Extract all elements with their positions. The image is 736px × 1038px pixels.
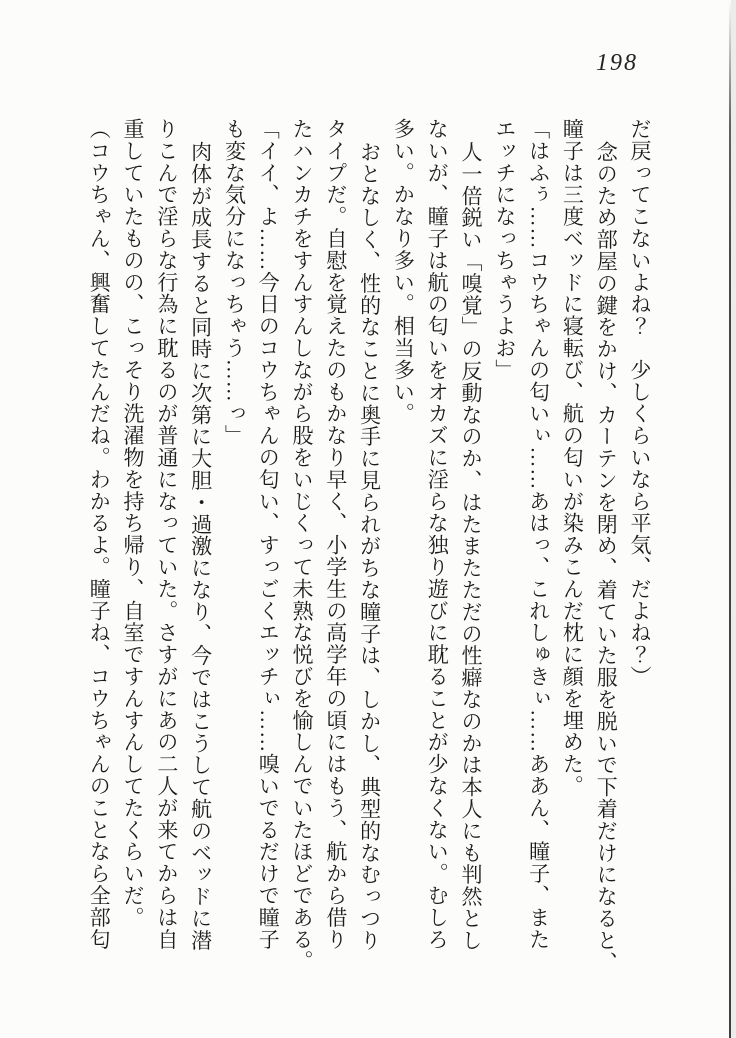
- text-column: 人一倍鋭い「嗅覚」の反動なのか、はたまたただの性癖なのかは本人にも判然とし: [459, 141, 484, 952]
- text-column: 肉体が成長すると同時に次第に大胆・過激になり、今ではこうして航のベッドに潜: [188, 141, 213, 952]
- text-column: エッチになっちゃうよお」: [492, 118, 517, 381]
- text-column: タイプだ。自慰を覚えたのもかなり早く、小学生の高学年の頃にはもう、航から借り: [323, 118, 348, 951]
- text-column: 「はふぅ……コウちゃんの匂いぃ……あはっ、これしゅきぃ……ああん、瞳子、また: [526, 118, 551, 951]
- text-column: （コウちゃん、興奮してたんだね。わかるよ。瞳子ね、コウちゃんのことなら全部匂: [87, 118, 112, 951]
- text-column: たハンカチをすんすんしながら股をいじくって未熟な悦びを愉しんでいたほどである。: [290, 118, 315, 973]
- text-column: おとなしく、性的なことに奥手に見られがちな瞳子は、しかし、典型的なむっつり: [357, 141, 382, 952]
- page-edge-shadow: [729, 0, 731, 1038]
- text-column: りこんで淫らな行為に耽るのが普通になっていた。さすがにあの二人が来てからは自: [154, 118, 179, 951]
- page-number: 198: [596, 50, 638, 76]
- text-column: ないが、瞳子は航の匂いをオカズに淫らな独り遊びに耽ることが少なくない。むしろ: [425, 118, 450, 951]
- text-column: 「イイ、よ……今日のコウちゃんの匂い、すっごくエッチぃ……嗅いでるだけで瞳子: [256, 118, 281, 951]
- text-column: だ戻ってこないよね？ 少しくらいなら平気、だよね？）: [628, 118, 652, 688]
- vertical-text-block: [78, 118, 656, 974]
- text-column: 多い。かなり多い。相当多い。: [391, 118, 416, 425]
- text-column: 念のため部屋の鍵をかけ、カーテンを閉め、着ていた服を脱いで下着だけになると、: [594, 141, 619, 974]
- text-column: も変な気分になっちゃう……っ」: [222, 118, 247, 447]
- page-edge-strip: [731, 0, 736, 1038]
- text-column: 瞳子は三度ベッドに寝転び、航の匂いが染みこんだ枕に顔を埋めた。: [560, 118, 585, 797]
- text-column: 重していたものの、こっそり洗濯物を持ち帰り、自室ですんすんしてたくらいだ。: [121, 118, 146, 929]
